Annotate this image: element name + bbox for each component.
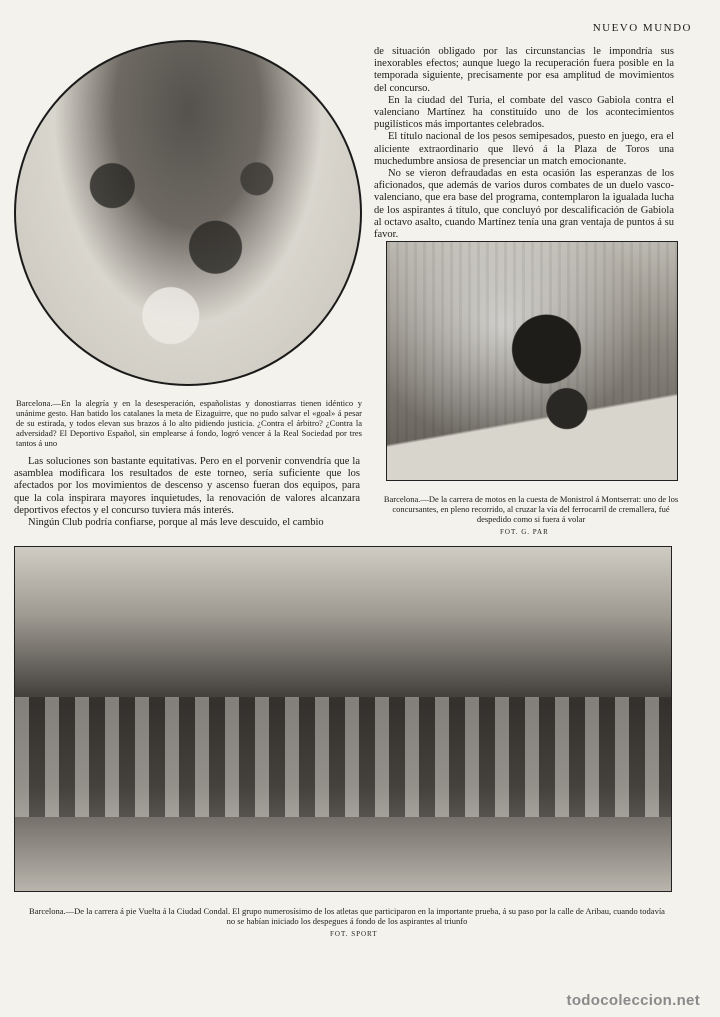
motorcyclist-image bbox=[387, 242, 677, 480]
motorcycle-photo-caption: Barcelona.—De la carrera de motos en la cuesta de Monistrol á Montserrat: uno de los concursantes, en pleno recorrido, al cruzar la vía del ferrocarril de cremallera, fué despedido como si fuera á volar bbox=[383, 494, 679, 524]
paragraph: No se vieron defraudadas en esta ocasión las esperanzas de los aficionados, que además de varios duros combates de un duelo vasco-valenciano, que era base del programa, contemplaron la igualada lucha de los aspirantes á título, que concluyó por descalificación de Gabiola al octavo asalto, cuando Martínez tenía una gran ventaja de puntos á su favor. bbox=[374, 168, 674, 241]
right-column-text bbox=[374, 46, 674, 241]
runners-group-image bbox=[15, 697, 671, 817]
paragraph: Las soluciones son bastante equitativas. Pero en el porvenir convendría que la asamblea modificara los resultados de este torneo, sería suficiente que los afectados por los movimientos de descenso y ascenso fueran dos equipos, para que la cola inspirara mayores inquietudes, la renovación de valores alcanzara deportivos efectos y el concurso tuviera más interés. bbox=[14, 456, 360, 516]
football-photo-caption: Barcelona.—En la alegría y en la desesperación, españolistas y donostiarras tienen idéntico y unánime gesto. Han batido los catalanes la meta de Eizaguirre, que no pudo salvar el «goal» á pesar de su estirada, y todos elevan sus brazos á lo alto pidiendo justicia. ¿Contra el árbitro? ¿Contra la adversidad? El Deportivo Español, sin emplearse á fondo, logró vencer á la Real Sociedad por tres tantos á uno bbox=[16, 398, 362, 448]
masthead: NUEVO MUNDO bbox=[592, 22, 692, 34]
foot-race-photo-credit: FOT. SPORT bbox=[330, 930, 378, 938]
football-players-image bbox=[16, 42, 360, 384]
watermark-logo: todocoleccion.net bbox=[566, 992, 700, 1009]
paragraph: El título nacional de los pesos semipesados, puesto en juego, era el aliciente extraordinario que llevó á la Plaza de Toros una muchedumbre ansiosa de presenciar un match emocionante. bbox=[374, 131, 674, 167]
football-match-photo bbox=[14, 40, 362, 386]
paragraph: En la ciudad del Turia, el combate del vasco Gabiola contra el valenciano Martínez ha constituído uno de los acontecimientos pugilísticos más importantes celebrados. bbox=[374, 94, 674, 131]
motorcycle-race-photo bbox=[386, 241, 678, 481]
paragraph: Ningún Club podría confiarse, porque al más leve descuido, el cambio bbox=[28, 517, 324, 529]
foot-race-photo bbox=[14, 546, 672, 892]
foot-race-photo-caption: Barcelona.—De la carrera á pie Vuelta á la Ciudad Condal. El grupo numerosísimo de los atletas que participaron en la importante prueba, á su paso por la calle de Aribau, cuando todavía no se habían iniciado los despegues á fondo de los aspirantes al triunfo bbox=[29, 906, 665, 926]
left-column-text bbox=[14, 456, 360, 529]
motorcycle-photo-credit: FOT. G. PAR bbox=[500, 528, 549, 536]
paragraph: de situación obligado por las circunstancias le impondría sus inexorables efectos; aunque luego la recuperación fuera posible en la temporada siguiente, precisamente por esa amplitud de movimientos del concurso. bbox=[374, 46, 674, 94]
